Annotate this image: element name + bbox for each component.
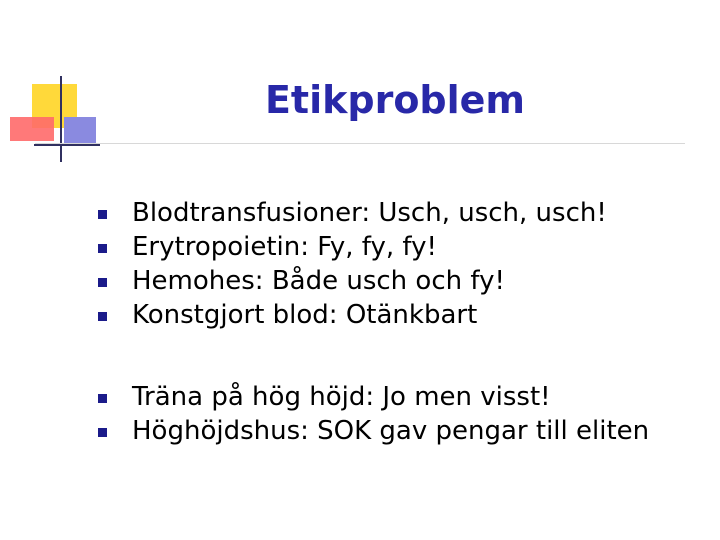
square-bullet-icon: [98, 244, 107, 253]
square-bullet-icon: [98, 428, 107, 437]
list-item-text: Blodtransfusioner: Usch, usch, usch!: [132, 198, 607, 228]
list-item-text: Träna på hög höjd: Jo men visst!: [132, 382, 551, 412]
list-item-text: Höghöjdshus: SOK gav pengar till eliten: [132, 416, 650, 446]
square-bullet-icon: [98, 210, 107, 219]
list-item-text: Hemohes: Både usch och fy!: [132, 266, 505, 296]
list-item-text: Konstgjort blod: Otänkbart: [132, 300, 478, 330]
list-item-text: Erytropoietin: Fy, fy, fy!: [132, 232, 437, 262]
slide-title: Etikproblem: [264, 78, 526, 122]
square-bullet-icon: [98, 394, 107, 403]
title-divider: [35, 143, 685, 144]
square-bullet-icon: [98, 278, 107, 287]
square-bullet-icon: [98, 312, 107, 321]
